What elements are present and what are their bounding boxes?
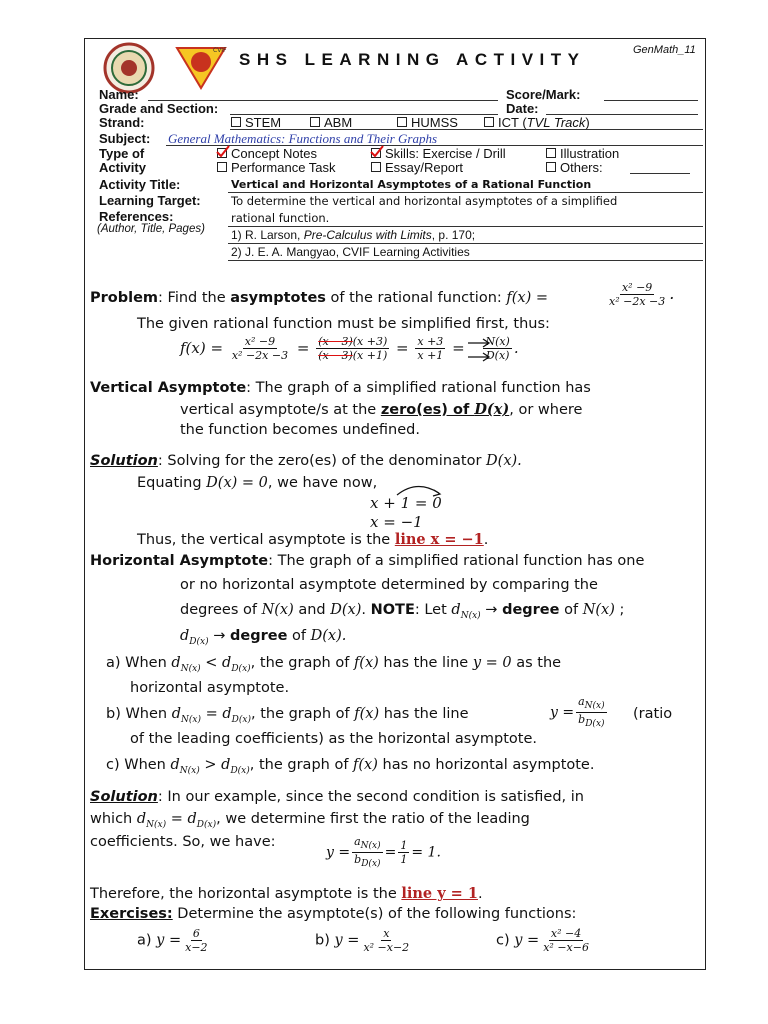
type-essay[interactable]: Essay/Report xyxy=(371,160,463,175)
references-sub: (Author, Title, Pages) xyxy=(97,223,205,235)
divider xyxy=(228,260,703,261)
subject-label: Subject: xyxy=(99,131,151,146)
va-conclusion: Thus, the vertical asymptote is the line x = −1. xyxy=(137,531,489,548)
strand-stem[interactable]: STEM xyxy=(231,115,281,130)
grade-label: Grade and Section: xyxy=(99,101,219,116)
divider xyxy=(228,226,703,227)
case-b-ratio-label: (ratio xyxy=(633,706,673,722)
checkbox-icon xyxy=(484,117,494,127)
solution-2-line-3: coefficients. So, we have: xyxy=(90,834,276,850)
va-line-1: Vertical Asymptote: The graph of a simplified rational function has xyxy=(90,380,591,396)
references-label: References: xyxy=(99,209,174,224)
va-line-3: the function becomes undefined. xyxy=(180,422,420,438)
learning-target-line1: To determine the vertical and horizontal asymptotes of a simplified xyxy=(231,194,618,208)
solution-2-line-2: which $d_{N(x)} = d_{D(x)}$, we determine first the ratio of the leading xyxy=(90,811,530,830)
simplify-text: The given rational function must be simplified first, thus: xyxy=(137,316,550,332)
divider xyxy=(228,192,703,193)
ha-line-4: $d_{D(x)}$ → degree of D(x). xyxy=(180,628,347,647)
va-line-2: vertical asymptote/s at the zero(es) of D(x), or where xyxy=(180,401,583,418)
ratio-equation: y = $\frac{a_{N(x)}}{b_{D(x)}}$ = $\frac{1}{1}$ = 1. xyxy=(326,835,441,870)
divider xyxy=(230,129,703,130)
strand-humss[interactable]: HUMSS xyxy=(397,115,458,130)
name-label: Name: xyxy=(99,87,139,102)
type-performance[interactable]: Performance Task xyxy=(217,160,336,175)
exercises-heading: Exercises: Determine the asymptote(s) of the following functions: xyxy=(90,906,577,922)
solution-2-line-1: Solution: In our example, since the second condition is satisfied, in xyxy=(90,789,584,805)
subject-code: GenMath_11 xyxy=(633,44,696,56)
date-label: Date: xyxy=(506,101,539,116)
exercise-b: b) y = $\frac{x}{\text{x² −x−2}}$ xyxy=(315,927,410,954)
ha-line-1: Horizontal Asymptote: The graph of a simplified rational function has one xyxy=(90,553,645,569)
subject-value: General Mathematics: Functions and Their Graphs xyxy=(168,131,438,146)
checkbox-icon xyxy=(371,162,381,172)
learning-target-line2: rational function. xyxy=(231,211,330,225)
checkbox-icon xyxy=(217,162,227,172)
checked-checkbox-icon xyxy=(217,148,227,158)
equation-x2: x = −1 xyxy=(370,513,423,531)
type-others[interactable]: Others: xyxy=(546,160,603,175)
checkbox-icon xyxy=(546,162,556,172)
checked-checkbox-icon xyxy=(371,148,381,158)
reference-1: 1) R. Larson, Pre-Calculus with Limits, p. 170; xyxy=(231,228,476,242)
exercise-c: c) y = $\frac{\text{x² −4}}{\text{x² −x−6}}$ xyxy=(496,927,589,954)
problem-statement: Problem: Find the asymptotes of the rational function: f(x) = xyxy=(90,290,549,306)
strand-ict[interactable]: ICT (TVL Track) xyxy=(484,115,590,130)
exercise-a: a) y = $\frac{6}{x-2}$ xyxy=(137,927,208,954)
score-field[interactable] xyxy=(604,100,698,101)
page-title: SHS LEARNING ACTIVITY xyxy=(239,50,586,69)
type-label: Type of xyxy=(99,146,145,161)
activity-label: Activity xyxy=(99,160,146,175)
simplification-equation: f(x) = $\frac{\text{x² −9}}{\text{x² −2x −3}}$ = $\frac{(x -3)(x +3)}{(x -3)(x +1)}$ = $\frac{x +3}{x +1}$ = $\frac{N(x)}{D(x)}$ . xyxy=(180,335,519,362)
score-label: Score/Mark: xyxy=(506,87,581,102)
case-b-cont: of the leading coefficients) as the horizontal asymptote. xyxy=(130,731,537,747)
case-a: a) When $d_{N(x)} < d_{D(x)}$, the graph of f(x) has the line y = 0 as the xyxy=(106,655,562,674)
arrow-icon xyxy=(466,335,496,365)
case-a-cont: horizontal asymptote. xyxy=(130,680,290,696)
case-b: b) When $d_{N(x)} = d_{D(x)}$, the graph of f(x) has the line xyxy=(106,706,469,725)
divider xyxy=(228,243,703,244)
strand-label: Strand: xyxy=(99,115,145,130)
ha-line-3: degrees of N(x) and D(x). NOTE: Let $d_{N(x)}$ → degree of N(x) ; xyxy=(180,602,625,621)
activity-title-value: Vertical and Horizontal Asymptotes of a Rational Function xyxy=(231,178,592,191)
equation-x1: x + 1 = 0 xyxy=(370,494,442,512)
equating-line: Equating D(x) = 0, we have now, xyxy=(137,475,378,491)
ha-line-2: or no horizontal asymptote determined by comparing the xyxy=(180,577,598,593)
type-skills[interactable]: Skills: Exercise / Drill xyxy=(371,146,506,161)
solution-1: Solution: Solving for the zero(es) of the denominator D(x). xyxy=(90,453,522,469)
case-c: c) When $d_{N(x)} > d_{D(x)}$, the graph of f(x) has no horizontal asymptote. xyxy=(106,757,595,776)
checkbox-icon xyxy=(546,148,556,158)
svg-text:CVIF: CVIF xyxy=(213,47,227,54)
checkbox-icon xyxy=(310,117,320,127)
type-concept-notes[interactable]: Concept Notes xyxy=(217,146,317,161)
activity-title-label: Activity Title: xyxy=(99,177,181,192)
checkbox-icon xyxy=(397,117,407,127)
ha-conclusion: Therefore, the horizontal asymptote is the line y = 1. xyxy=(90,885,483,902)
checkbox-icon xyxy=(231,117,241,127)
type-illustration[interactable]: Illustration xyxy=(546,146,619,161)
problem-fraction: $\frac{\text{x² −9}}{\text{x² −2x −3}}$ . xyxy=(609,281,675,308)
others-field[interactable] xyxy=(630,173,690,174)
learning-target-label: Learning Target: xyxy=(99,193,201,208)
case-b-ratio: y = $\frac{a_{N(x)}}{b_{D(x)}}$ xyxy=(550,695,605,730)
reference-2: 2) J. E. A. Mangyao, CVIF Learning Activities xyxy=(231,245,470,259)
strand-abm[interactable]: ABM xyxy=(310,115,352,130)
cvif-logo xyxy=(175,42,227,90)
